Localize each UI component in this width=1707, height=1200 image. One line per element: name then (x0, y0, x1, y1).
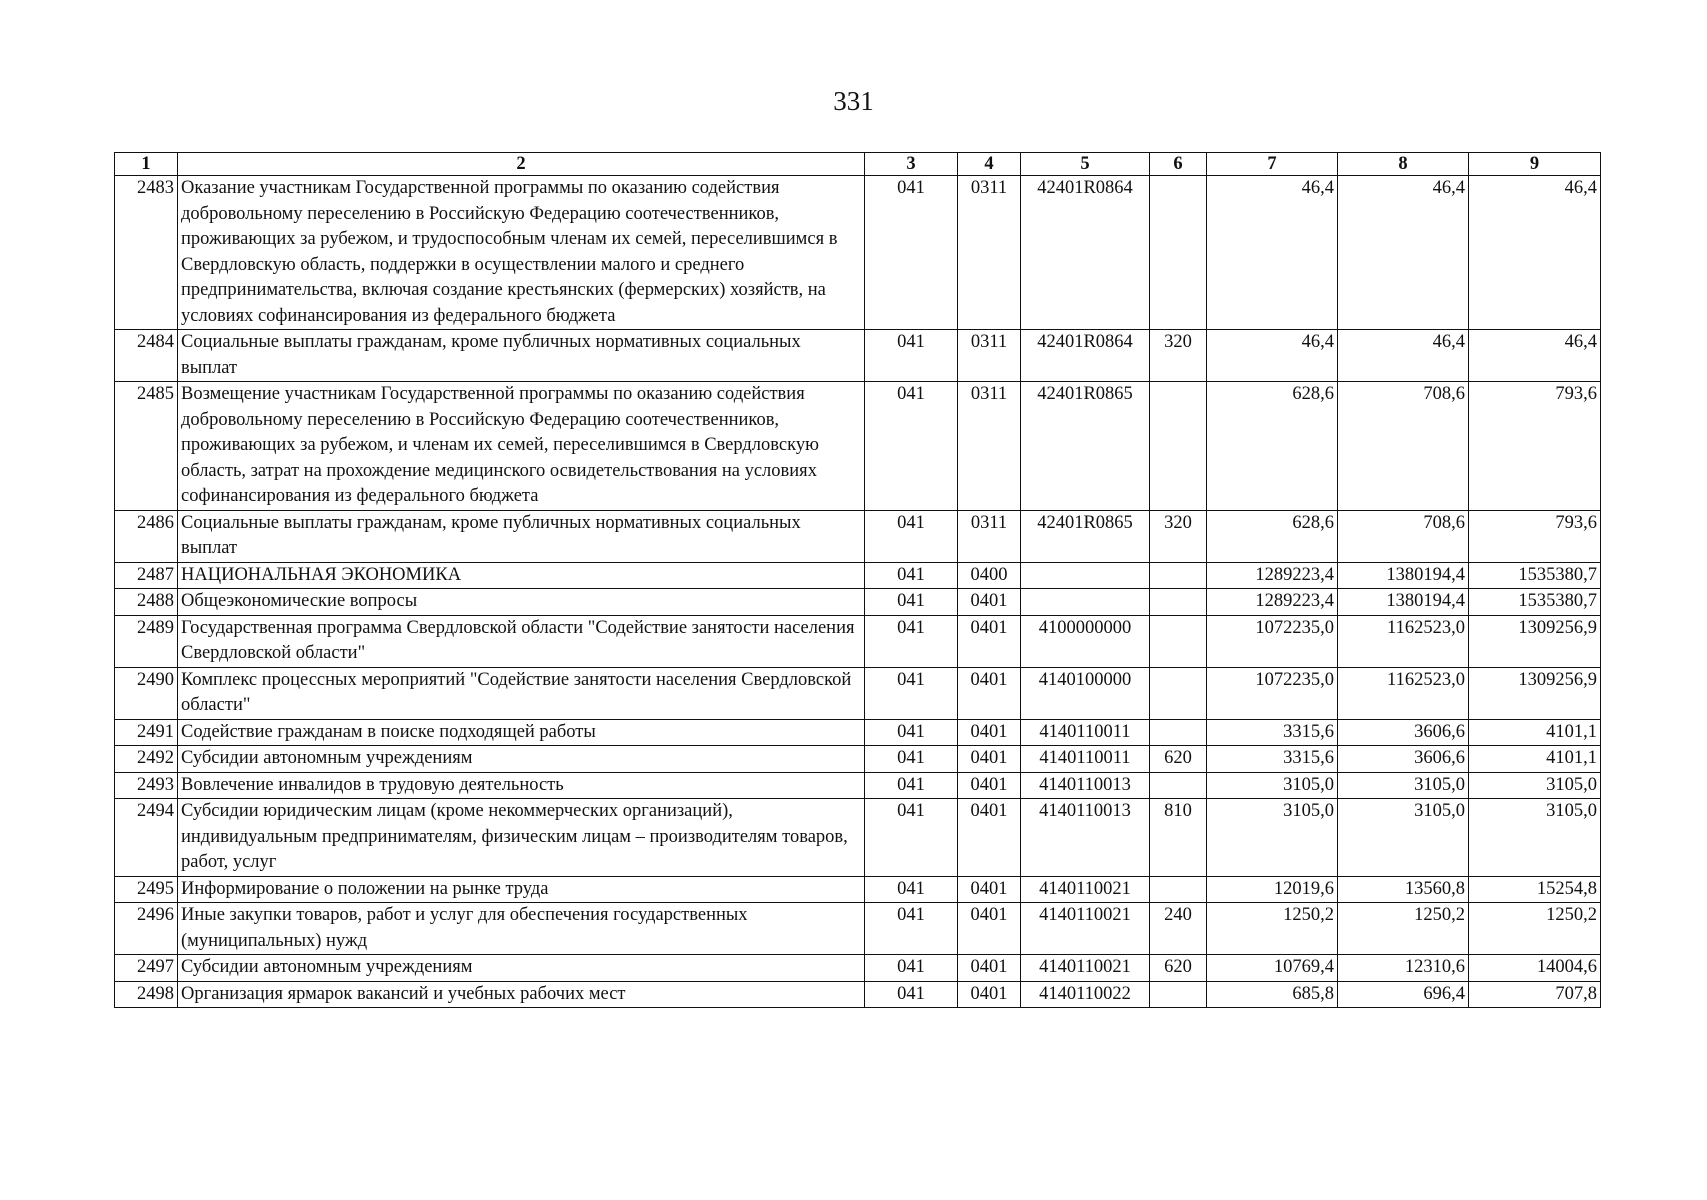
table-row (115, 615, 1601, 667)
row-description: Субсидии автономным учреждениям (178, 955, 865, 982)
row-amount-year-1: 3105,0 (1207, 772, 1338, 799)
row-amount-year-2: 3606,6 (1338, 746, 1469, 773)
row-ministry-code: 041 (865, 615, 958, 667)
row-amount-year-1: 46,4 (1207, 176, 1338, 330)
row-amount-year-3: 1535380,7 (1469, 589, 1601, 616)
row-amount-year-2: 3105,0 (1338, 772, 1469, 799)
row-number: 2489 (115, 615, 178, 667)
row-number: 2486 (115, 510, 178, 562)
row-number: 2487 (115, 562, 178, 589)
row-ministry-code: 041 (865, 330, 958, 382)
row-ministry-code: 041 (865, 746, 958, 773)
row-amount-year-3: 793,6 (1469, 382, 1601, 511)
row-description: Комплекс процессных мероприятий "Содействие занятости населения Свердловской области" (178, 667, 865, 719)
row-amount-year-1: 1250,2 (1207, 903, 1338, 955)
row-amount-year-2: 1162523,0 (1338, 667, 1469, 719)
row-number: 2498 (115, 981, 178, 1008)
row-description: Общеэкономические вопросы (178, 589, 865, 616)
row-ministry-code: 041 (865, 510, 958, 562)
row-expense-type (1150, 615, 1207, 667)
row-section-code: 0311 (958, 176, 1021, 330)
table-row (115, 772, 1601, 799)
row-section-code: 0401 (958, 772, 1021, 799)
column-header-5: 5 (1021, 153, 1150, 176)
row-expense-type (1150, 876, 1207, 903)
row-section-code: 0401 (958, 799, 1021, 877)
row-amount-year-3: 14004,6 (1469, 955, 1601, 982)
row-number: 2485 (115, 382, 178, 511)
header-row (115, 153, 1601, 176)
row-amount-year-2: 696,4 (1338, 981, 1469, 1008)
row-amount-year-3: 4101,1 (1469, 719, 1601, 746)
row-number: 2494 (115, 799, 178, 877)
column-header-4: 4 (958, 153, 1021, 176)
row-description: Оказание участникам Государственной программы по оказанию содействия добровольному переселению в Российскую Федерацию соотечественников, проживающих за рубежом, и трудоспособным членам их семей, переселившимся в Свердловскую область, поддержки в осуществлении малого и среднего предпринимательства, включая создание крестьянских (фермерских) хозяйств, на условиях софинансирования из федерального бюджета (178, 176, 865, 330)
row-description: Государственная программа Свердловской области "Содействие занятости населения Свердловской области" (178, 615, 865, 667)
column-header-1: 1 (115, 153, 178, 176)
row-target-code: 42401R0864 (1021, 176, 1150, 330)
row-amount-year-2: 708,6 (1338, 382, 1469, 511)
row-description: Субсидии юридическим лицам (кроме некоммерческих организаций), индивидуальным предпринимателям, физическим лицам – производителям товаров, работ, услуг (178, 799, 865, 877)
row-target-code: 4140110022 (1021, 981, 1150, 1008)
table-row (115, 382, 1601, 511)
table-row (115, 589, 1601, 616)
table-row (115, 176, 1601, 330)
table-row (115, 981, 1601, 1008)
row-target-code: 4140110011 (1021, 746, 1150, 773)
row-expense-type: 320 (1150, 510, 1207, 562)
row-amount-year-2: 46,4 (1338, 176, 1469, 330)
row-section-code: 0401 (958, 981, 1021, 1008)
row-expense-type: 240 (1150, 903, 1207, 955)
row-amount-year-2: 13560,8 (1338, 876, 1469, 903)
row-expense-type (1150, 176, 1207, 330)
row-section-code: 0401 (958, 903, 1021, 955)
row-section-code: 0311 (958, 330, 1021, 382)
table-row (115, 876, 1601, 903)
table-row (115, 719, 1601, 746)
row-amount-year-3: 1535380,7 (1469, 562, 1601, 589)
row-description: Возмещение участникам Государственной программы по оказанию содействия добровольному переселению в Российскую Федерацию соотечественников, проживающих за рубежом, и членам их семей, переселившимся в Свердловскую область, затрат на прохождение медицинского освидетельствования на условиях софинансирования из федерального бюджета (178, 382, 865, 511)
row-description: Субсидии автономным учреждениям (178, 746, 865, 773)
row-expense-type: 620 (1150, 746, 1207, 773)
table-row (115, 510, 1601, 562)
row-amount-year-3: 1250,2 (1469, 903, 1601, 955)
row-number: 2493 (115, 772, 178, 799)
row-number: 2483 (115, 176, 178, 330)
row-description: Социальные выплаты гражданам, кроме публичных нормативных социальных выплат (178, 510, 865, 562)
row-target-code: 4140110021 (1021, 955, 1150, 982)
row-target-code (1021, 562, 1150, 589)
row-target-code: 4140110013 (1021, 772, 1150, 799)
row-amount-year-2: 46,4 (1338, 330, 1469, 382)
row-amount-year-1: 1289223,4 (1207, 589, 1338, 616)
row-ministry-code: 041 (865, 799, 958, 877)
row-ministry-code: 041 (865, 562, 958, 589)
table-header (115, 153, 1601, 176)
row-expense-type: 320 (1150, 330, 1207, 382)
table-row (115, 799, 1601, 877)
row-amount-year-1: 628,6 (1207, 382, 1338, 511)
column-header-6: 6 (1150, 153, 1207, 176)
row-amount-year-1: 3315,6 (1207, 746, 1338, 773)
row-amount-year-3: 793,6 (1469, 510, 1601, 562)
column-header-8: 8 (1338, 153, 1469, 176)
row-amount-year-3: 1309256,9 (1469, 615, 1601, 667)
table-row (115, 955, 1601, 982)
row-ministry-code: 041 (865, 719, 958, 746)
row-number: 2496 (115, 903, 178, 955)
row-amount-year-2: 708,6 (1338, 510, 1469, 562)
row-ministry-code: 041 (865, 981, 958, 1008)
row-amount-year-1: 628,6 (1207, 510, 1338, 562)
row-description: Организация ярмарок вакансий и учебных рабочих мест (178, 981, 865, 1008)
row-expense-type: 620 (1150, 955, 1207, 982)
row-amount-year-1: 10769,4 (1207, 955, 1338, 982)
row-section-code: 0401 (958, 876, 1021, 903)
row-expense-type (1150, 981, 1207, 1008)
column-header-2: 2 (178, 153, 865, 176)
column-header-3: 3 (865, 153, 958, 176)
row-amount-year-3: 46,4 (1469, 330, 1601, 382)
row-amount-year-1: 1289223,4 (1207, 562, 1338, 589)
row-section-code: 0311 (958, 510, 1021, 562)
row-target-code: 4140110021 (1021, 903, 1150, 955)
page-number: 331 (833, 86, 874, 116)
row-section-code: 0311 (958, 382, 1021, 511)
row-target-code: 4100000000 (1021, 615, 1150, 667)
row-amount-year-2: 12310,6 (1338, 955, 1469, 982)
row-amount-year-3: 4101,1 (1469, 746, 1601, 773)
row-amount-year-1: 3315,6 (1207, 719, 1338, 746)
row-number: 2488 (115, 589, 178, 616)
row-ministry-code: 041 (865, 667, 958, 719)
row-ministry-code: 041 (865, 176, 958, 330)
table-row (115, 746, 1601, 773)
row-amount-year-2: 1380194,4 (1338, 562, 1469, 589)
column-header-9: 9 (1469, 153, 1601, 176)
row-amount-year-3: 1309256,9 (1469, 667, 1601, 719)
row-amount-year-2: 3105,0 (1338, 799, 1469, 877)
budget-table (114, 152, 1601, 1008)
column-header-7: 7 (1207, 153, 1338, 176)
row-expense-type (1150, 772, 1207, 799)
row-amount-year-2: 1380194,4 (1338, 589, 1469, 616)
row-section-code: 0401 (958, 667, 1021, 719)
row-expense-type (1150, 382, 1207, 511)
table-row (115, 667, 1601, 719)
row-amount-year-2: 1250,2 (1338, 903, 1469, 955)
row-section-code: 0401 (958, 589, 1021, 616)
row-amount-year-1: 1072235,0 (1207, 615, 1338, 667)
row-target-code: 42401R0865 (1021, 510, 1150, 562)
row-description: Вовлечение инвалидов в трудовую деятельность (178, 772, 865, 799)
row-description: Содействие гражданам в поиске подходящей работы (178, 719, 865, 746)
row-description: Социальные выплаты гражданам, кроме публичных нормативных социальных выплат (178, 330, 865, 382)
row-ministry-code: 041 (865, 903, 958, 955)
row-section-code: 0400 (958, 562, 1021, 589)
row-amount-year-1: 3105,0 (1207, 799, 1338, 877)
row-expense-type: 810 (1150, 799, 1207, 877)
row-target-code: 42401R0865 (1021, 382, 1150, 511)
row-description: Информирование о положении на рынке труда (178, 876, 865, 903)
row-amount-year-3: 15254,8 (1469, 876, 1601, 903)
row-amount-year-2: 1162523,0 (1338, 615, 1469, 667)
row-amount-year-2: 3606,6 (1338, 719, 1469, 746)
row-amount-year-3: 3105,0 (1469, 772, 1601, 799)
row-amount-year-1: 46,4 (1207, 330, 1338, 382)
row-number: 2484 (115, 330, 178, 382)
row-target-code: 4140110021 (1021, 876, 1150, 903)
row-number: 2495 (115, 876, 178, 903)
row-section-code: 0401 (958, 746, 1021, 773)
row-amount-year-1: 1072235,0 (1207, 667, 1338, 719)
table-row (115, 903, 1601, 955)
row-description: Иные закупки товаров, работ и услуг для обеспечения государственных (муниципальных) нужд (178, 903, 865, 955)
row-number: 2492 (115, 746, 178, 773)
row-ministry-code: 041 (865, 589, 958, 616)
row-expense-type (1150, 589, 1207, 616)
row-expense-type (1150, 719, 1207, 746)
row-ministry-code: 041 (865, 955, 958, 982)
row-section-code: 0401 (958, 719, 1021, 746)
row-number: 2497 (115, 955, 178, 982)
row-amount-year-1: 12019,6 (1207, 876, 1338, 903)
row-expense-type (1150, 667, 1207, 719)
row-target-code: 4140110011 (1021, 719, 1150, 746)
table-row (115, 330, 1601, 382)
row-ministry-code: 041 (865, 772, 958, 799)
row-ministry-code: 041 (865, 876, 958, 903)
table-row (115, 562, 1601, 589)
row-target-code: 42401R0864 (1021, 330, 1150, 382)
row-section-code: 0401 (958, 615, 1021, 667)
row-amount-year-1: 685,8 (1207, 981, 1338, 1008)
row-amount-year-3: 46,4 (1469, 176, 1601, 330)
row-description: НАЦИОНАЛЬНАЯ ЭКОНОМИКА (178, 562, 865, 589)
row-expense-type (1150, 562, 1207, 589)
row-section-code: 0401 (958, 955, 1021, 982)
row-number: 2490 (115, 667, 178, 719)
row-amount-year-3: 707,8 (1469, 981, 1601, 1008)
table-body (115, 176, 1601, 1008)
row-target-code: 4140110013 (1021, 799, 1150, 877)
row-target-code: 4140100000 (1021, 667, 1150, 719)
row-number: 2491 (115, 719, 178, 746)
row-target-code (1021, 589, 1150, 616)
row-ministry-code: 041 (865, 382, 958, 511)
row-amount-year-3: 3105,0 (1469, 799, 1601, 877)
